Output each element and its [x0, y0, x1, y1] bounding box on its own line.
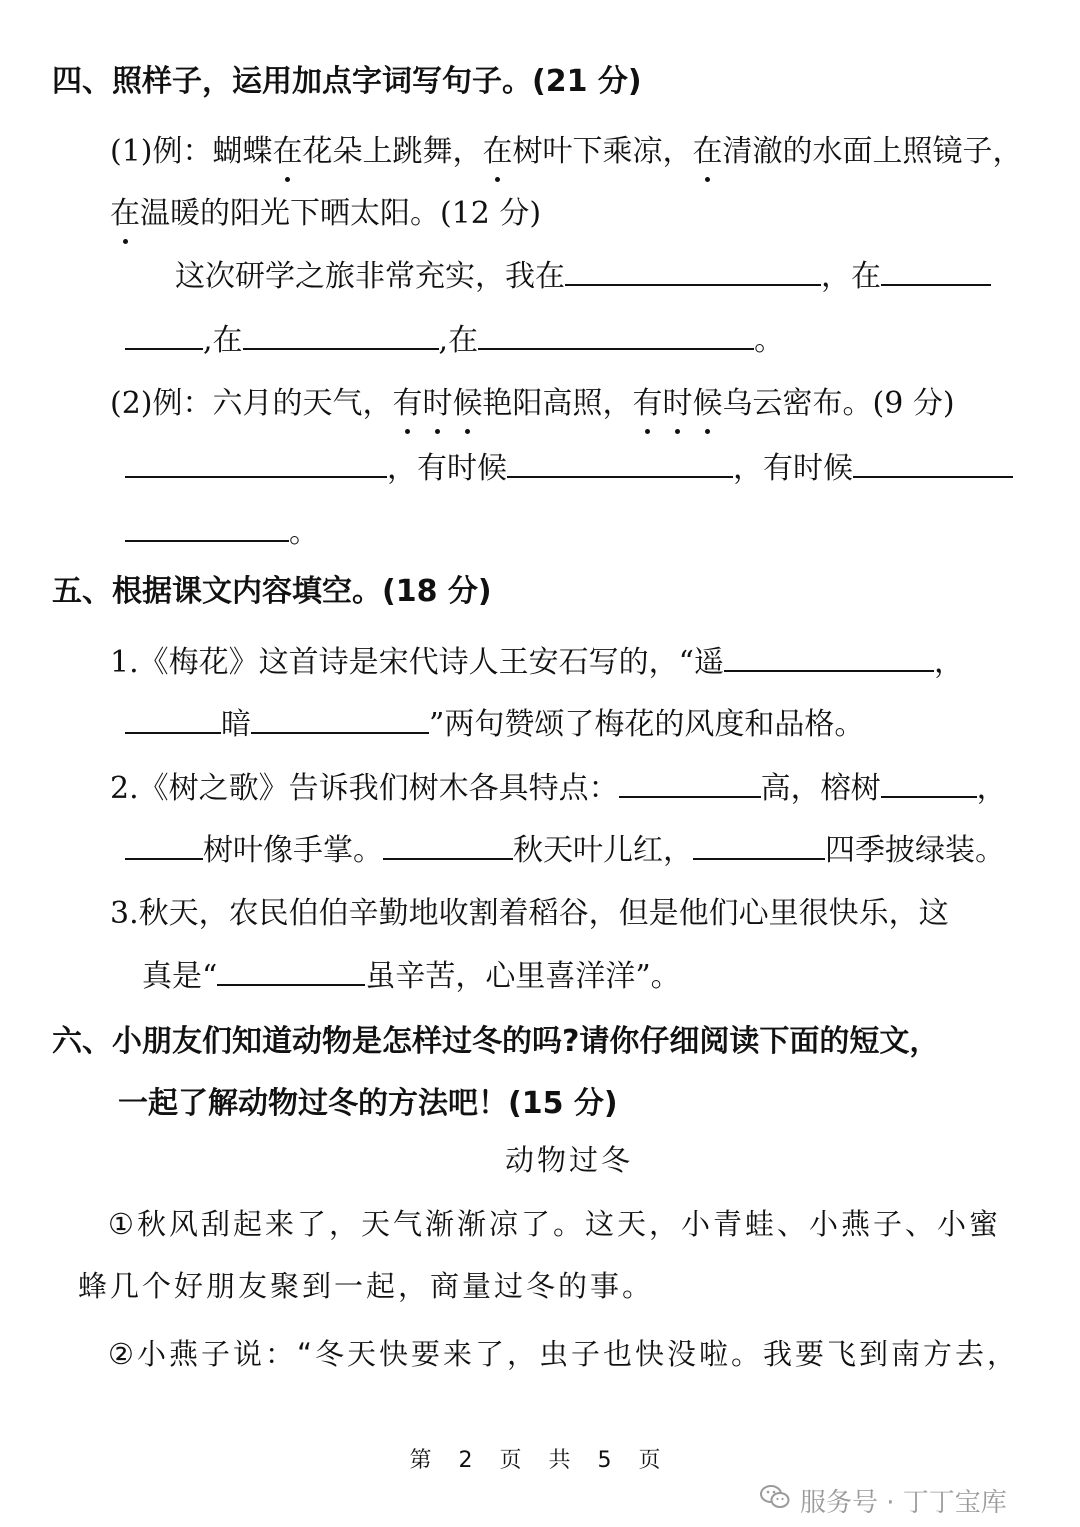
section-4-heading: 四、照样子，运用加点字词写句子。(21 分): [52, 64, 642, 99]
answer-blank[interactable]: [478, 320, 754, 350]
emphasis-char: 候: [453, 384, 483, 424]
answer-blank[interactable]: [693, 830, 825, 860]
item-1-line-1: 1.《梅花》这首诗是宋代诗人王安石写的，“遥 ，: [110, 642, 964, 683]
emphasis-char: 有: [393, 384, 423, 424]
answer-blank[interactable]: [724, 642, 934, 672]
answer-blank[interactable]: [125, 320, 203, 350]
item-2-line-1: 2.《树之歌》告诉我们树木各具特点： 高，榕树 ，: [110, 768, 1007, 809]
item-2-line-2: 树叶像手掌。 秋天叶儿红， 四季披绿装。: [125, 830, 1005, 871]
answer-blank[interactable]: [217, 956, 365, 986]
fill-1-line-2: ,在 ,在 。: [125, 320, 784, 361]
emphasis-char: 有: [633, 384, 663, 424]
section-6-heading-line-1: 六、小朋友们知道动物是怎样过冬的吗?请你仔细阅读下面的短文，: [52, 1024, 940, 1059]
answer-blank[interactable]: [853, 448, 1013, 478]
answer-blank[interactable]: [507, 448, 733, 478]
answer-blank[interactable]: [565, 256, 821, 286]
fill-1-line-1: 这次研学之旅非常充实，我在 ，在: [175, 256, 991, 297]
answer-blank[interactable]: [881, 768, 977, 798]
answer-blank[interactable]: [251, 704, 429, 734]
answer-blank[interactable]: [243, 320, 439, 350]
passage-para-2-line-1: ②小燕子说：“冬天快要来了，虫子也快没啦。我要飞到南方去，: [108, 1337, 1020, 1371]
emphasis-char: 时: [423, 384, 453, 424]
watermark: [760, 1480, 1060, 1520]
passage-para-1-line-2: 蜂几个好朋友聚到一起，商量过冬的事。: [78, 1269, 655, 1303]
emphasis-char: 在: [110, 194, 140, 234]
watermark-text: 服务号 · 丁丁宝库: [800, 1487, 1007, 1518]
passage-para-1-line-1: ①秋风刮起来了，天气渐渐凉了。这天，小青蛙、小燕子、小蜜: [108, 1207, 1001, 1241]
answer-blank[interactable]: [383, 830, 513, 860]
emphasis-char: 在: [273, 132, 303, 172]
example-1-line-2: 在温暖的阳光下晒太阳。(12 分): [110, 194, 541, 234]
fill-2-line-2: 。: [125, 512, 319, 553]
answer-blank[interactable]: [619, 768, 761, 798]
answer-blank[interactable]: [125, 704, 221, 734]
item-3-line-2: 真是“ 虽辛苦，心里喜洋洋”。: [142, 956, 681, 997]
answer-blank[interactable]: [881, 256, 991, 286]
section-5-heading: 五、根据课文内容填空。(18 分): [52, 574, 492, 609]
emphasis-char: 时: [663, 384, 693, 424]
emphasis-char: 在: [693, 132, 723, 172]
example-1-line-1: (1)例：蝴蝶在花朵上跳舞，在树叶下乘凉，在清澈的水面上照镜子，: [110, 132, 1023, 172]
item-3-line-1: 3.秋天，农民伯伯辛勤地收割着稻谷，但是他们心里很快乐，这: [110, 896, 949, 931]
answer-blank[interactable]: [125, 830, 203, 860]
wechat-icon: [760, 1484, 800, 1517]
answer-blank[interactable]: [125, 448, 387, 478]
emphasis-char: 在: [483, 132, 513, 172]
item-1-line-2: 暗 ”两句赞颂了梅花的风度和品格。: [125, 704, 864, 745]
section-6-heading-line-2: 一起了解动物过冬的方法吧！(15 分): [118, 1086, 618, 1121]
example-2-line: (2)例：六月的天气，有时候艳阳高照，有时候乌云密布。(9 分): [110, 384, 955, 424]
answer-blank[interactable]: [125, 512, 289, 542]
fill-2-line-1: ，有时候 ，有时候: [125, 448, 1013, 489]
passage-title: 动物过冬: [505, 1143, 634, 1177]
emphasis-char: 候: [693, 384, 723, 424]
page-number: 第 2 页 共 5 页: [409, 1448, 671, 1473]
